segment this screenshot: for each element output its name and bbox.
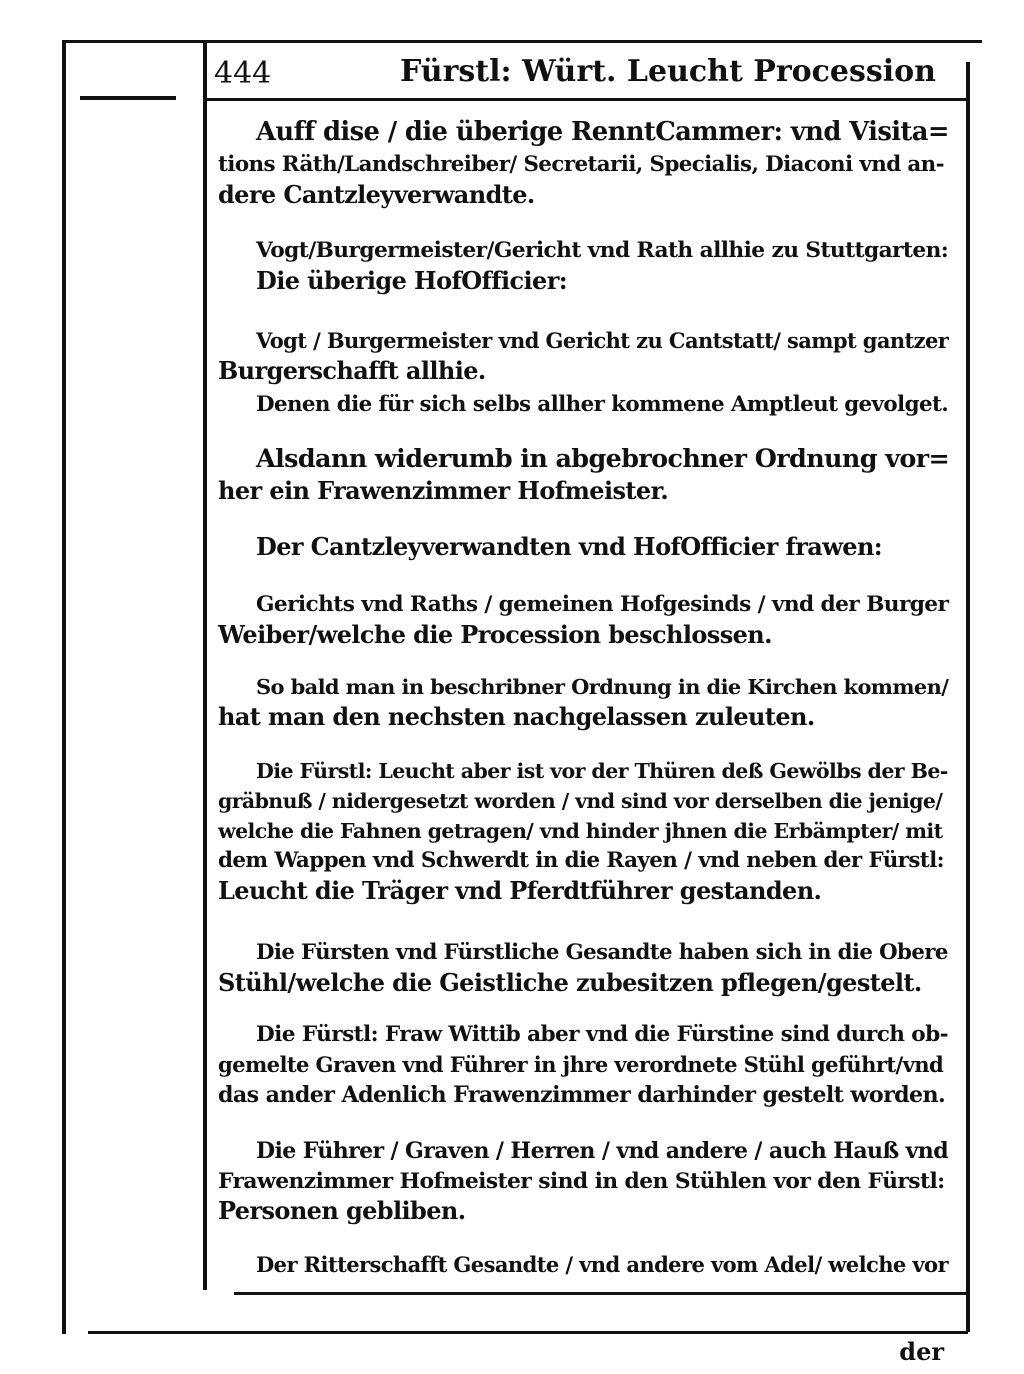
text-line: Stühl/welche die Geistliche zubesitzen pflegen/gestelt. [218, 968, 922, 997]
text-line: Personen gebliben. [218, 1196, 466, 1225]
text-line: Auff dise / die überige RenntCammer: vnd Visita= [256, 117, 949, 147]
paragraph [218, 114, 963, 210]
paragraph [218, 1250, 963, 1280]
text-line: Die Fürsten vnd Fürstliche Gesandte haben sich in die Obere [256, 940, 948, 965]
margin-marker-rule [80, 96, 176, 100]
text-line: her ein Frawenzimmer Hofmeister. [218, 476, 669, 505]
outer-frame-top-rule [62, 40, 982, 43]
paragraph [218, 756, 963, 906]
paragraph [218, 1020, 963, 1110]
text-line: Die überige HofOfficier: [256, 266, 568, 295]
text-line: Frawenzimmer Hofmeister sind in den Stühlen vor den Fürstl: [218, 1168, 945, 1194]
text-line: Vogt/Burgermeister/Gericht vnd Rath allhie zu Stuttgarten: [256, 238, 949, 263]
text-line: Burgerschafft allhie. [218, 356, 486, 385]
outer-frame-bottom-rule [88, 1331, 968, 1334]
paragraph [218, 672, 963, 732]
paragraph [218, 326, 963, 386]
header-underline-rule [205, 98, 969, 101]
text-line: Die Fürstl: Fraw Wittib aber vnd die Fürstine sind durch ob- [256, 1022, 948, 1047]
text-line: gräbnuß / nidergesetzt worden / vnd sind vor derselben die jenige/ [218, 789, 943, 813]
text-line: das ander Adenlich Frawenzimmer darhinder gestelt worden. [218, 1082, 946, 1108]
paragraph [218, 390, 963, 420]
paragraph [218, 440, 963, 506]
text-line: tions Räth/Landschreiber/ Secretarii, Specialis, Diaconi vnd an- [218, 152, 944, 177]
text-line: So bald man in beschribner Ordnung in die Kirchen kommen/ [256, 674, 949, 699]
text-line: Die Fürstl: Leucht aber ist vor der Thüren deß Gewölbs der Be- [256, 759, 948, 783]
text-line: Weiber/welche die Procession beschlossen. [218, 620, 772, 649]
paragraph [218, 938, 963, 998]
paragraph [218, 236, 963, 296]
text-line: Alsdann widerumb in abgebrochner Ordnung vor= [256, 443, 950, 473]
text-line: Leucht die Träger vnd Pferdtführer gestanden. [218, 876, 822, 905]
text-line: Die Führer / Graven / Herren / vnd andere / auch Hauß vnd [256, 1138, 948, 1164]
paragraph [218, 1136, 963, 1226]
text-line: hat man den nechsten nachgelassen zuleuten. [218, 702, 815, 731]
running-title: Fürstl: Würt. Leucht Procession [400, 54, 936, 89]
outer-frame-left-rule [62, 40, 66, 1334]
text-line: dere Cantzleyverwandte. [218, 180, 535, 209]
text-line: dem Wappen vnd Schwerdt in die Rayen / vnd neben der Fürstl: [218, 848, 944, 873]
text-line: Gerichts vnd Raths / gemeinen Hofgesinds / vnd der Burger [256, 592, 949, 617]
text-frame-right-rule [966, 62, 970, 1332]
text-line: welche die Fahnen getragen/ vnd hinder jhnen die Erbämpter/ mit [218, 819, 943, 843]
text-bottom-rule [234, 1292, 968, 1295]
paragraph [218, 532, 963, 562]
text-line: Der Ritterschafft Gesandte / vnd andere vom Adel/ welche vor [256, 1252, 948, 1277]
text-line: Der Cantzleyverwandten vnd HofOfficier frawen: [256, 532, 883, 561]
text-line: Denen die für sich selbs allher kommene Amptleut gevolget. [256, 392, 949, 417]
paragraph [218, 590, 963, 650]
text-frame-left-rule [203, 42, 207, 1290]
page-number: 444 [214, 56, 272, 91]
catchword: der [899, 1337, 944, 1366]
text-line: gemelte Graven vnd Führer in jhre verordnete Stühl geführt/vnd [218, 1052, 944, 1077]
text-line: Vogt / Burgermeister vnd Gericht zu Cantstatt/ sampt gantzer [256, 328, 949, 353]
